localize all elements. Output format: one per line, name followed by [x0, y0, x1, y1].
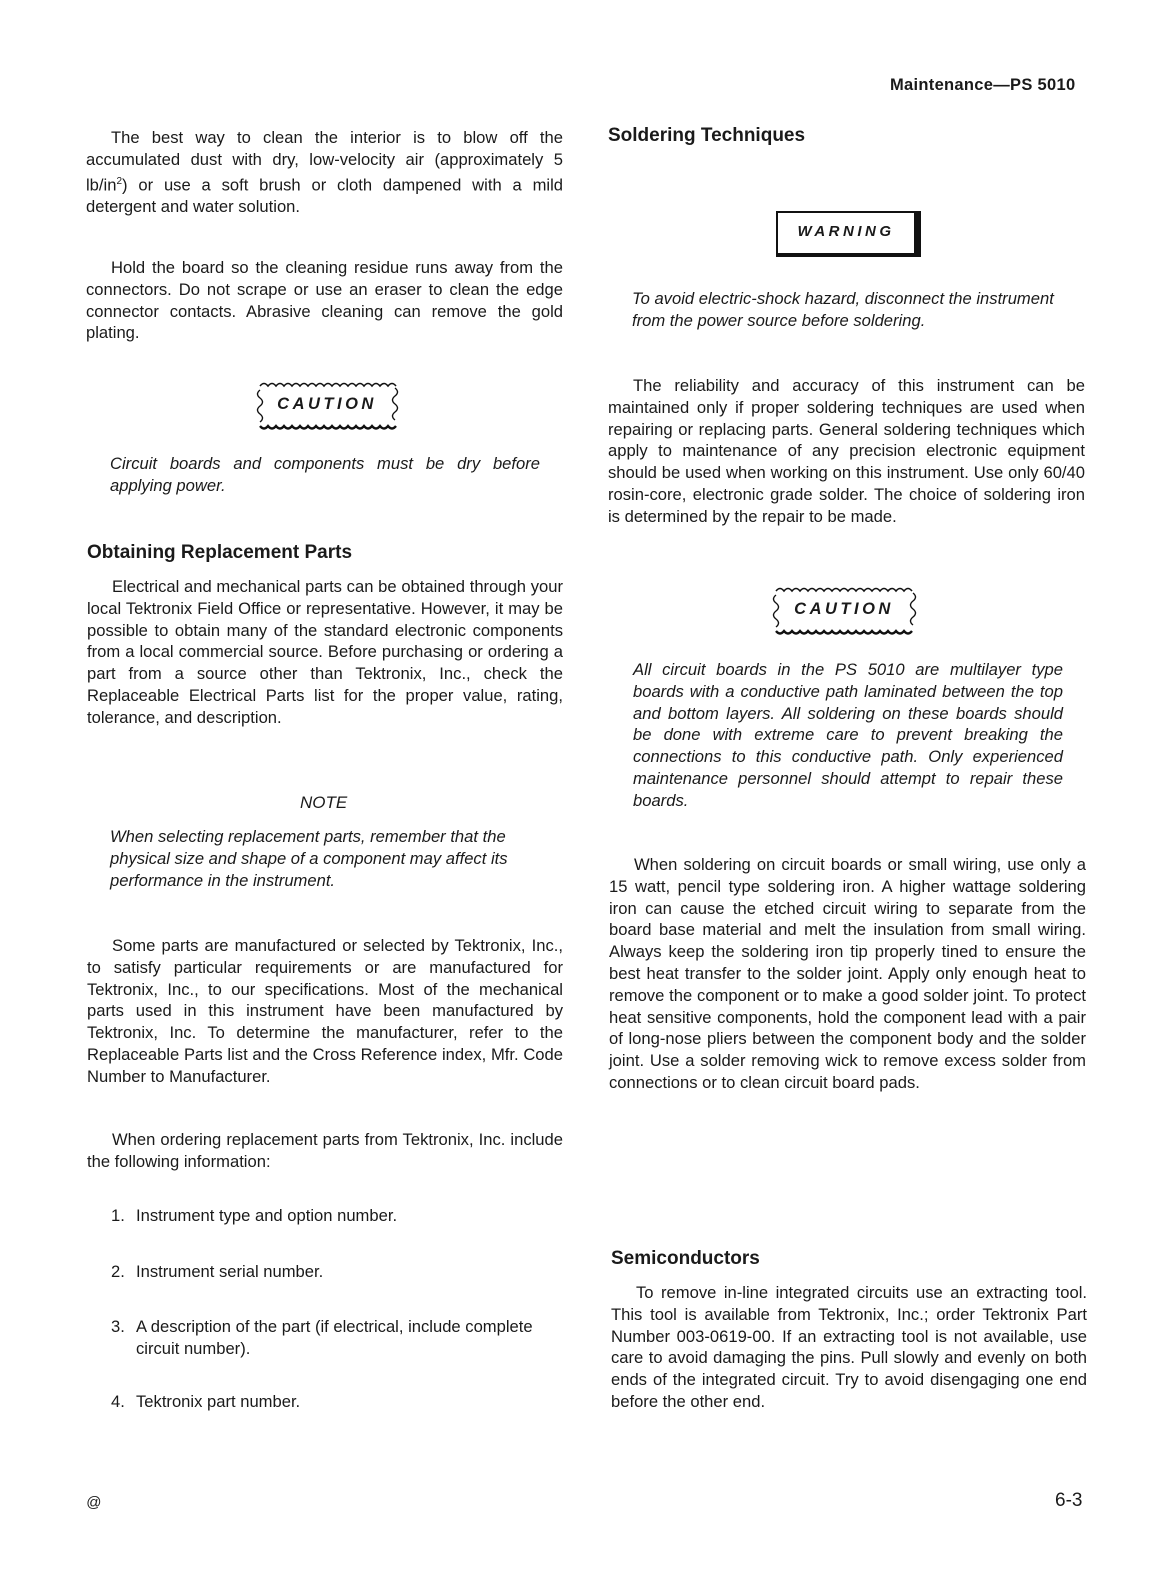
running-head: Maintenance—PS 5010	[890, 76, 1076, 94]
paragraph-soldering-wiring: When soldering on circuit boards or small wiring, use only a 15 watt, pencil type soldering iron. A higher wattage soldering iron can cause the etched circuit wiring to separate from the board base material and melt the insulation from small wiring. Always keep the soldering iron tip properly tined to ensure the best heat transfer to the solder joint. Apply only enough heat to remove the component or to make a good solder joint. To protect heat sensitive components, hold the component lead with a pair of long-nose pliers between the component body and the solder joint. Use a solder removing wick to remove excess solder from connections or to clean circuit board pads.	[609, 855, 1086, 1092]
paragraph-cleaning-text-end: ) or use a soft brush or cloth dampened with a mild detergent and water solution.	[86, 175, 563, 216]
list-item-text: Tektronix part number.	[136, 1392, 301, 1411]
caution-label: CAUTION	[277, 395, 377, 413]
paragraph-reliability: The reliability and accuracy of this instrument can be maintained only if proper soldering techniques are used when repairing or replacing parts. General soldering techniques which apply to maintenance of any precision electronic equipment should be used when working on this instrument. Use only 60/40 rosin-core, electronic grade solder. The choice of soldering iron is determined by the repair to be made.	[608, 376, 1085, 526]
list-item	[111, 1391, 566, 1413]
caution-label: CAUTION	[794, 600, 894, 618]
heading-semiconductors: Semiconductors	[611, 1248, 760, 1269]
list-item-text: A description of the part (if electrical, include complete circuit number).	[136, 1317, 533, 1358]
list-item	[111, 1316, 566, 1360]
caution-text-left: Circuit boards and components must be dry before applying power.	[110, 454, 540, 495]
warning-box	[776, 211, 921, 257]
superscript: 2	[116, 175, 123, 187]
paragraph-obtaining-parts: Electrical and mechanical parts can be obtained through your local Tektronix Field Office or representative. However, it may be possible to obtain many of the standard electronic components from a local commercial source. Before purchasing or ordering a part from a source other than Tektronix, Inc., check the Replaceable Electrical Parts list for the proper value, rating, tolerance, and description.	[87, 577, 563, 727]
page-number: 6-3	[1055, 1490, 1083, 1511]
list-item-number: 2.	[111, 1262, 125, 1281]
copyright-logo-icon: @	[86, 1494, 102, 1511]
list-item-number: 1.	[111, 1206, 125, 1225]
paragraph-board-handling: Hold the board so the cleaning residue runs away from the connectors. Do not scrape or use an eraser to clean the edge connector contacts. Abrasive cleaning can remove the gold plating.	[86, 258, 563, 343]
note-text: When selecting replacement parts, remember that the physical size and shape of a component may affect its performance in the instrument.	[110, 827, 508, 890]
paragraph-cleaning	[86, 127, 563, 218]
warning-label: WARNING	[797, 223, 895, 240]
note-label: NOTE	[300, 793, 348, 812]
paragraph-cleaning-text: The best way to clean the interior is to blow off the accumulated dust with dry, low-velocity air (approximately 5 lb/in	[86, 128, 563, 195]
heading-replacement-parts: Obtaining Replacement Parts	[87, 542, 353, 563]
caution-text-right: All circuit boards in the PS 5010 are multilayer type boards with a conductive path laminated between the top and bottom layers. All soldering on these boards should be done with extreme care to prevent breaking the connections to this conductive path. Only experienced maintenance personnel should attempt to repair these boards.	[633, 660, 1063, 810]
list-item-number: 4.	[111, 1392, 125, 1411]
paragraph-ordering: When ordering replacement parts from Tektronix, Inc. include the following information:	[87, 1130, 563, 1171]
paragraph-manufactured-parts: Some parts are manufactured or selected by Tektronix, Inc., to satisfy particular requirements or are manufactured for Tektronix, Inc., to our specifications. Most of the mechanical parts used in this instrument have been manufactured by Tektronix, Inc. To determine the manufacturer, refer to the Replaceable Parts list and the Cross Reference index, Mfr. Code Number to Manufacturer.	[87, 936, 563, 1086]
list-item-text: Instrument type and option number.	[136, 1206, 398, 1225]
caution-box-left	[254, 378, 400, 434]
heading-soldering-techniques: Soldering Techniques	[608, 125, 806, 146]
list-item	[111, 1205, 566, 1227]
list-item-text: Instrument serial number.	[136, 1262, 324, 1281]
list-item-number: 3.	[111, 1317, 125, 1336]
warning-text: To avoid electric-shock hazard, disconnect the instrument from the power source before soldering.	[632, 289, 1054, 330]
paragraph-semiconductors: To remove in-line integrated circuits use an extracting tool. This tool is available from Tektronix, Inc.; order Tektronix Part Number 003-0619-00. If an extracting tool is not available, use care to avoid damaging the pins. Pull slowly and evenly on both ends of the integrated circuit. Try to avoid disengaging one end before the other end.	[611, 1283, 1087, 1411]
caution-box-right	[770, 583, 918, 639]
list-item	[111, 1261, 566, 1283]
